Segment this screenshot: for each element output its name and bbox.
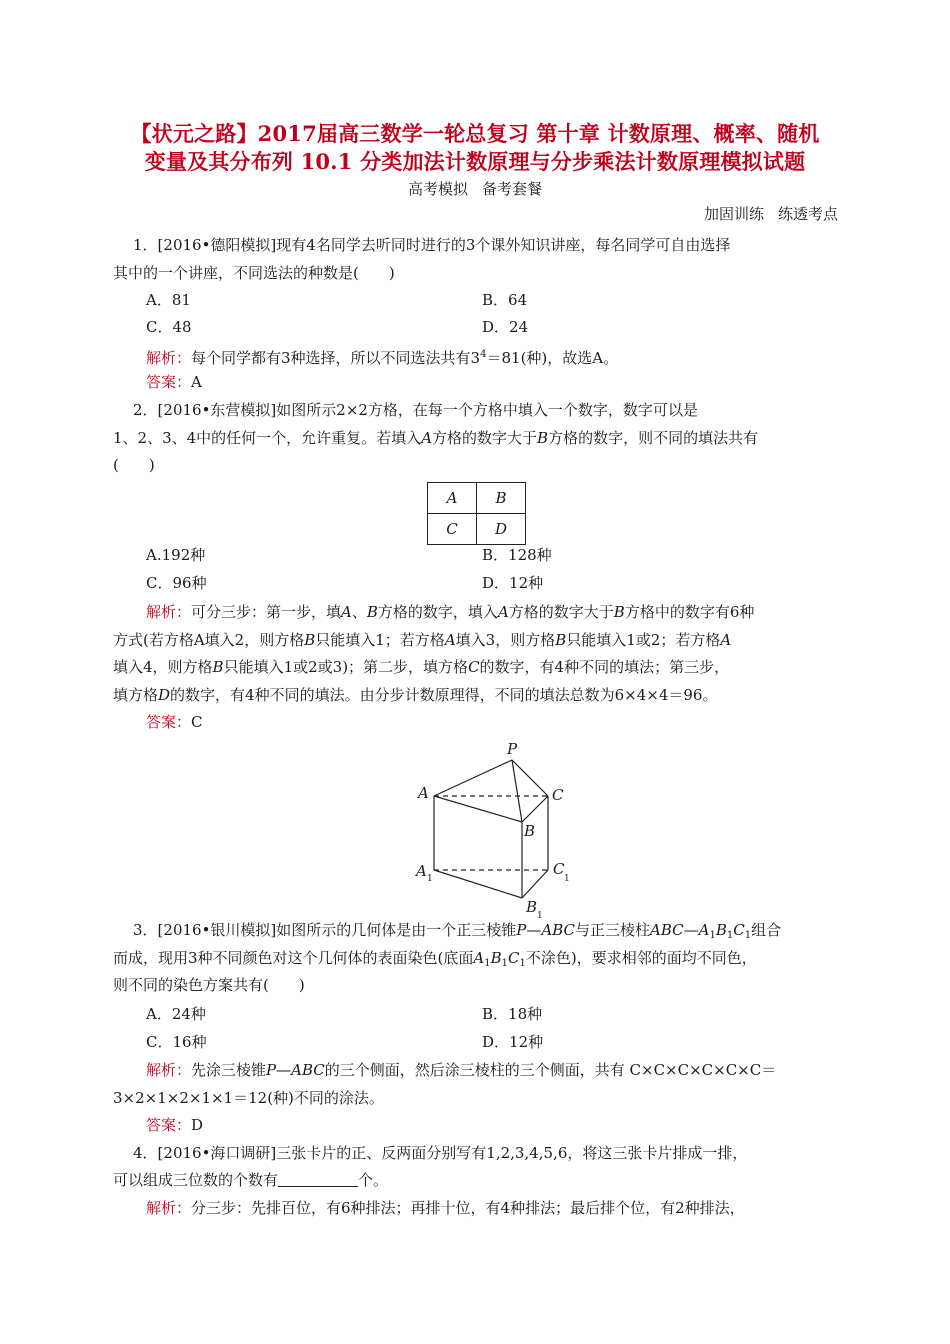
- q2-option-a: A.192种: [146, 546, 206, 564]
- q2-option-c: C．96种: [146, 574, 207, 592]
- label-p: P: [507, 740, 518, 758]
- q2-stem-line-1: 2．[2016•东营模拟]如图所示2×2方格，在每一个方格中填入一个数字，数字可以是: [133, 401, 698, 419]
- label-b: B: [524, 822, 536, 840]
- q3-solid-figure: [400, 738, 590, 923]
- q1-stem-line-2: 其中的一个讲座，不同选法的种数是( ): [113, 264, 395, 282]
- label-a1: A: [416, 862, 427, 880]
- q1-option-c: C．48: [146, 318, 192, 336]
- q2-option-d: D．12种: [482, 574, 544, 592]
- grid-cell-c: C: [428, 514, 477, 545]
- edge-b1c1: [522, 870, 548, 898]
- q1-stem-line-1: 1．[2016•德阳模拟]现有4名同学去听同时进行的3个课外知识讲座，每名同学可自由选择: [133, 236, 731, 254]
- q4-stem-line-1: 4．[2016•海口调研]三张卡片的正、反两面分别写有1,2,3,4,5,6，将这三张卡片排成一排，: [133, 1144, 748, 1162]
- q3-option-d: D．12种: [482, 1033, 544, 1051]
- q2-analysis-line-3: 填入4，则方格B只能填入1或2或3)；第二步，填方格C的数字，有4种不同的填法；第三步，: [113, 658, 730, 676]
- label-a1-sub: 1: [427, 874, 433, 884]
- q2-analysis-line-1: 解析：可分三步：第一步，填A、B方格的数字，填入A方格的数字大于B方格中的数字有6种: [146, 603, 755, 621]
- answer-blank: [278, 1172, 358, 1187]
- q2-grid-figure: [427, 482, 526, 545]
- q1-answer: 答案：A: [146, 373, 202, 391]
- label-a: A: [418, 784, 429, 802]
- label-c1-sub: 1: [564, 874, 570, 884]
- grid-cell-d: D: [477, 514, 526, 545]
- label-b1: B: [526, 898, 538, 916]
- q3-option-c: C．16种: [146, 1033, 207, 1051]
- grid-cell-a: A: [428, 483, 477, 514]
- subtitle: 高考模拟 备考套餐: [407, 180, 543, 198]
- q3-option-a: A．24种: [146, 1005, 206, 1023]
- q2-stem-line-2: 1、2、3、4中的任何一个，允许重复。若填入A方格的数字大于B方格的数字，则不同的填法共有: [113, 429, 759, 447]
- q3-stem-line-2: 而成，现用3种不同颜色对这个几何体的表面染色(底面$A_1B_1C_1$不涂色)，要求相邻的面均不同色，: [113, 949, 757, 969]
- edge-a1b1: [434, 870, 522, 898]
- label-c: C: [552, 786, 564, 804]
- label-c1: C: [553, 860, 565, 878]
- grid-cell-b: B: [477, 483, 526, 514]
- edge-bc: [522, 796, 548, 822]
- q2-option-b: B．128种: [482, 546, 552, 564]
- label-b1-sub: 1: [537, 911, 543, 921]
- q4-analysis-line-1: 解析：分三步：先排百位，有6种排法；再排十位，有4种排法；最后排个位，有2种排法，: [146, 1199, 745, 1217]
- q1-option-a: A．81: [146, 291, 191, 309]
- title-line-2: 变量及其分布列 10.1 分类加法计数原理与分步乘法计数原理模拟试题: [144, 149, 806, 174]
- document-title: [100, 120, 850, 176]
- q3-option-b: B．18种: [482, 1005, 543, 1023]
- q3-stem-line-3: 则不同的染色方案共有( ): [113, 976, 305, 994]
- right-note: 加固训练 练透考点: [703, 205, 838, 223]
- edge-ab: [434, 796, 522, 822]
- q4-stem-line-2: 可以组成三位数的个数有 个。: [113, 1171, 389, 1189]
- q1-analysis: 解析：每个同学都有3种选择，所以不同选法共有$3^4=81$(种)，故选A。: [146, 349, 619, 367]
- q2-stem-line-3: ( ): [113, 456, 155, 474]
- q1-option-d: D．24: [482, 318, 529, 336]
- q3-analysis-line-1: 解析：先涂三棱锥P—ABC的三个侧面，然后涂三棱柱的三个侧面，共有 C×C×C×C×C×C＝: [146, 1061, 777, 1079]
- q2-answer: 答案：C: [146, 713, 203, 731]
- q3-analysis-line-2: 3×2×1×2×1×1＝12(种)不同的涂法。: [113, 1089, 384, 1107]
- q3-answer: 答案：D: [146, 1116, 204, 1134]
- edge-pa: [434, 760, 512, 796]
- q1-option-b: B．64: [482, 291, 528, 309]
- q2-analysis-line-4: 填方格D的数字，有4种不同的填法。由分步计数原理得，不同的填法总数为6×4×4＝96。: [113, 686, 718, 704]
- q3-stem-line-1: 3．[2016•银川模拟]如图所示的几何体是由一个正三棱锥P—ABC与正三棱柱$ABC—A_1B_1C_1$组合: [133, 921, 782, 941]
- title-line-1: 【状元之路】2017届高三数学一轮总复习 第十章 计数原理、概率、随机: [130, 121, 820, 146]
- q2-analysis-line-2: 方式(若方格A填入2，则方格B只能填入1；若方格A填入3，则方格B只能填入1或2；若方格A: [113, 631, 732, 649]
